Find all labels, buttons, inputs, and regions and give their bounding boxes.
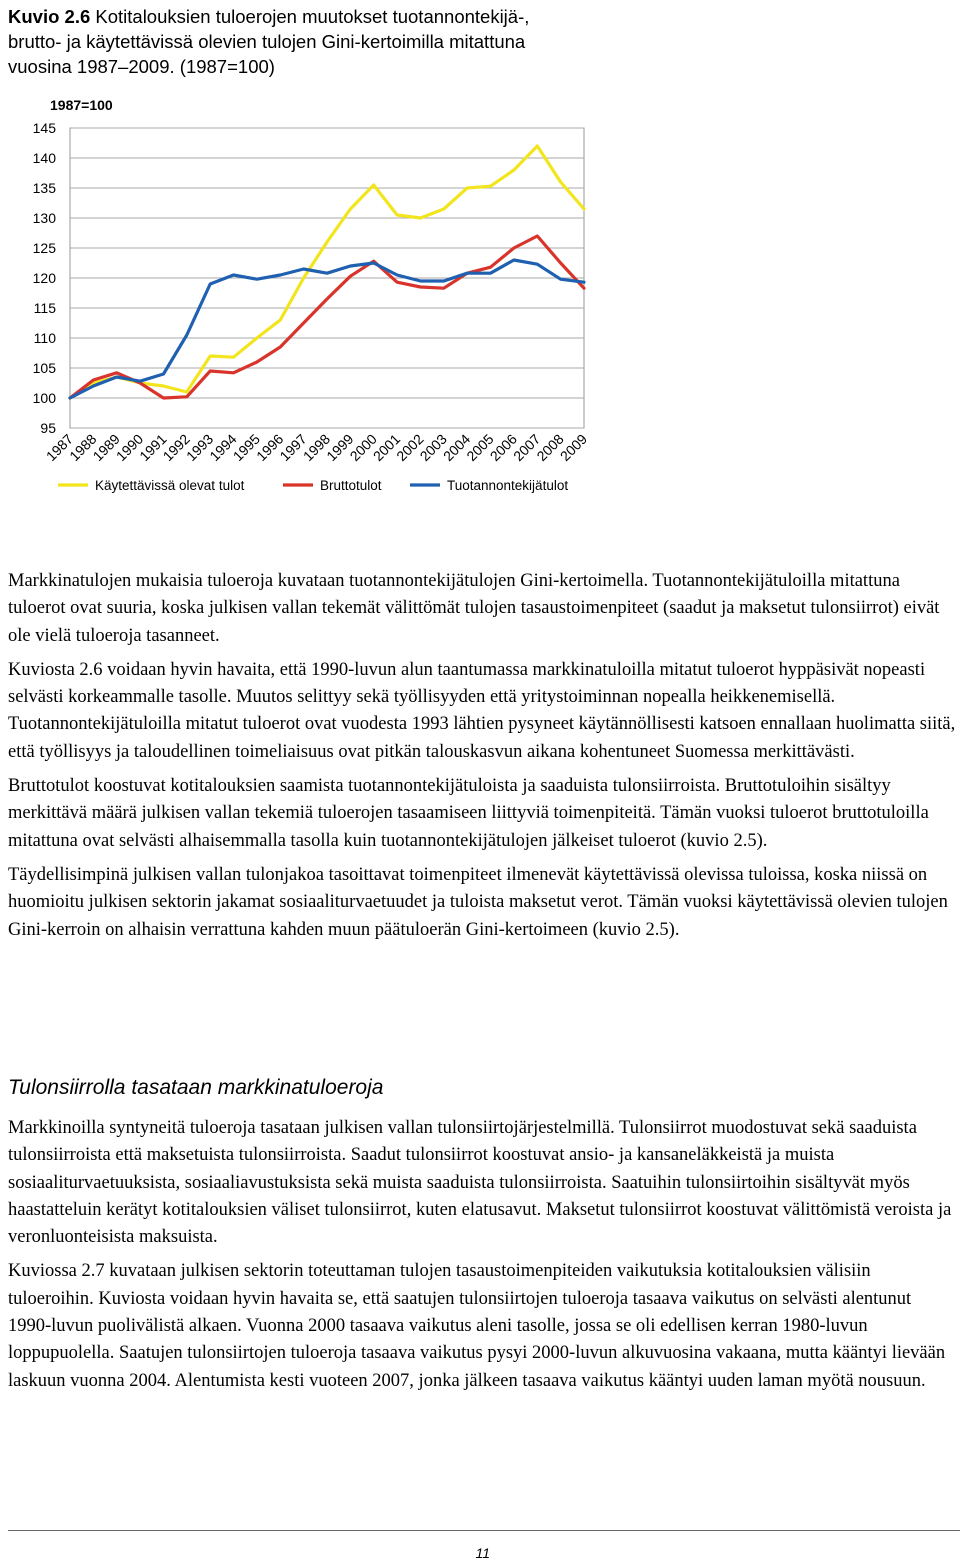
figure-caption-line1: Kotitalouksien tuloerojen muutokset tuotannontekijä-, <box>95 6 530 27</box>
y-unit-label: 1987=100 <box>50 97 113 113</box>
paragraph: Markkinatulojen mukaisia tuloeroja kuvataan tuotannontekijätulojen Gini-kertoimella. Tuotannontekijätuloilla mitattuna tuloerot ovat suuria, koska julkisen vallan tekemät välittömät tulojen tasaustoimenpiteet (saadut ja maksetut tulonsiirrot) eivät ole vielä tuloeroja tasanneet. <box>8 571 940 646</box>
x-tick-label: 2005 <box>463 430 497 465</box>
x-tick-label: 1993 <box>182 430 217 465</box>
series-line <box>70 260 584 398</box>
y-tick-label: 95 <box>40 420 56 436</box>
paragraph: Täydellisimpinä julkisen vallan tulonjakoa tasoittavat toimenpiteet ilmenevät käytettävissä olevissa tuloissa, koska niissä on huomioitu julkisen sektorin jakamat sosiaaliturvaetuudet ja tuloista maksetut verot. Tämän vuoksi käytettävissä olevien tulojen Gini-kerroin on alhaisin verrattuna kahden muun päätuloerän Gini-kertoimeen (kuvio 2.5). <box>8 864 948 940</box>
x-tick-label: 1990 <box>112 430 147 465</box>
y-tick-label: 145 <box>32 120 56 136</box>
section-heading: Tulonsiirrolla tasataan markkinatuloeroja <box>8 1076 384 1099</box>
y-tick-label: 135 <box>32 180 56 196</box>
x-tick-label: 2009 <box>556 430 591 465</box>
x-tick-label: 1995 <box>229 430 264 465</box>
x-tick-label: 1987 <box>42 430 77 465</box>
figure-caption-line3: vuosina 1987–2009. (1987=100) <box>8 56 275 77</box>
x-tick-label: 2000 <box>346 430 380 465</box>
x-tick-label: 1989 <box>89 430 123 465</box>
x-tick-label: 2002 <box>393 430 427 465</box>
figure-caption-line2: brutto- ja käytettävissä olevien tulojen Gini-kertoimilla mitattuna <box>8 31 526 52</box>
section-text-2 <box>8 1115 956 1402</box>
legend-label: Tuotannontekijätulot <box>447 478 569 493</box>
x-tick-label: 1997 <box>276 430 310 465</box>
section-text-1 <box>8 568 956 951</box>
x-tick-label: 2001 <box>369 430 404 465</box>
x-tick-label: 2003 <box>416 430 450 465</box>
y-tick-label: 140 <box>32 150 56 166</box>
paragraph: Kuviossa 2.7 kuvataan julkisen sektorin toteuttaman tulojen tasaustoimenpiteiden vaikutuksia kotitalouksien välisiin tuloeroihin. Kuviosta voidaan hyvin havaita se, että saatujen tulonsiirtojen tuloeroja tasaava vaikutus on selvästi alentunut 1990-luvun puolivälistä alkaen. Vuonna 2000 tasaava vaikutus aleni tasolle, jossa se oli edellisen kerran 1980-luvun loppupuolella. Saatujen tulonsiirtojen tuloeroja tasaava vaikutus pysyi 2000-luvun alkuvuosina vakaana, mutta kääntyi lievään laskuun vuonna 2004. Alentumista kesti vuoteen 2007, jonka jälkeen tasaava vaikutus kääntyi uuden laman myötä nousuun. <box>8 1261 946 1391</box>
y-tick-label: 100 <box>32 390 56 406</box>
x-tick-label: 1988 <box>66 430 100 465</box>
y-tick-label: 120 <box>32 270 56 286</box>
paragraph: Kuviosta 2.6 voidaan hyvin havaita, että 1990-luvun alun taantumassa markkinatuloilla mitatut tuloerot hyppäsivät nopeasti selvästi korkeammalle tasolle. Muutos selittyy sekä työllisyyden että yritystoiminnan nopealla heikkenemisellä. Tuotannontekijätuloilla mitatut tuloerot ovat vuodesta 1993 lähtien pysyneet käytännöllisesti katsoen ennallaan huolimatta siitä, että työllisyys ja taloudellinen toimeliaisuus ovat pitkän talouskasvun aikana kohentuneet Suomessa merkittävästi. <box>8 659 956 762</box>
y-tick-label: 105 <box>32 360 56 376</box>
y-tick-label: 115 <box>33 300 56 316</box>
legend-label: Bruttotulot <box>320 478 382 493</box>
page-number: 11 <box>475 1545 490 1561</box>
figure-caption-label: Kuvio 2.6 <box>8 6 91 27</box>
series-line <box>70 236 584 398</box>
x-tick-label: 2007 <box>510 430 544 465</box>
paragraph: Bruttotulot koostuvat kotitalouksien saamista tuotannontekijätuloista ja saaduista tulonsiirroista. Bruttotuloihin sisältyy merkittävä määrä julkisen vallan tekemiä tuloerojen tasaamiseen liittyviä toimenpiteitä. Tämän vuoksi tuloerot bruttotuloilla mitattuna ovat selvästi alhaisemmalla tasolla kuin tuotannontekijätulojen jälkeiset tuloerot (kuvio 2.5). <box>8 776 929 851</box>
paragraph: Markkinoilla syntyneitä tuloeroja tasataan julkisen vallan tulonsiirtojärjestelmillä. Tulonsiirrot muodostuvat sekä saaduista tulonsiirroista että maksetuista tulonsiirroista. Saadut tulonsiirrot koostuvat ansio- ja kansaneläkkeistä ja muista sosiaaliturvaetuuksista, sosiaaliavustuksista sekä muista saaduista tulonsiirroista. Saatuihin tulonsiirtoihin sisältyvät myös haastatteluin kerätyt kotitalouksien väliset tulonsiirrot, kuten elatusavut. Maksetut tulonsiirrot koostuvat välittömistä veroista ja veronluonteisista maksuista. <box>8 1118 952 1248</box>
x-tick-label: 1991 <box>136 430 170 465</box>
x-tick-label: 2006 <box>486 430 521 465</box>
x-tick-label: 2004 <box>439 430 474 465</box>
y-tick-label: 110 <box>33 330 56 346</box>
figure-caption <box>8 4 948 79</box>
gini-line-chart <box>0 92 600 507</box>
x-tick-label: 2008 <box>533 430 567 465</box>
y-tick-label: 125 <box>32 240 56 256</box>
x-tick-label: 1994 <box>206 430 240 465</box>
y-tick-label: 130 <box>32 210 56 226</box>
x-tick-label: 1996 <box>253 430 287 465</box>
footer-divider <box>8 1530 960 1531</box>
x-tick-label: 1999 <box>323 430 357 465</box>
legend-label: Käytettävissä olevat tulot <box>95 478 245 493</box>
x-tick-label: 1998 <box>299 430 334 465</box>
x-tick-label: 1992 <box>159 430 193 465</box>
